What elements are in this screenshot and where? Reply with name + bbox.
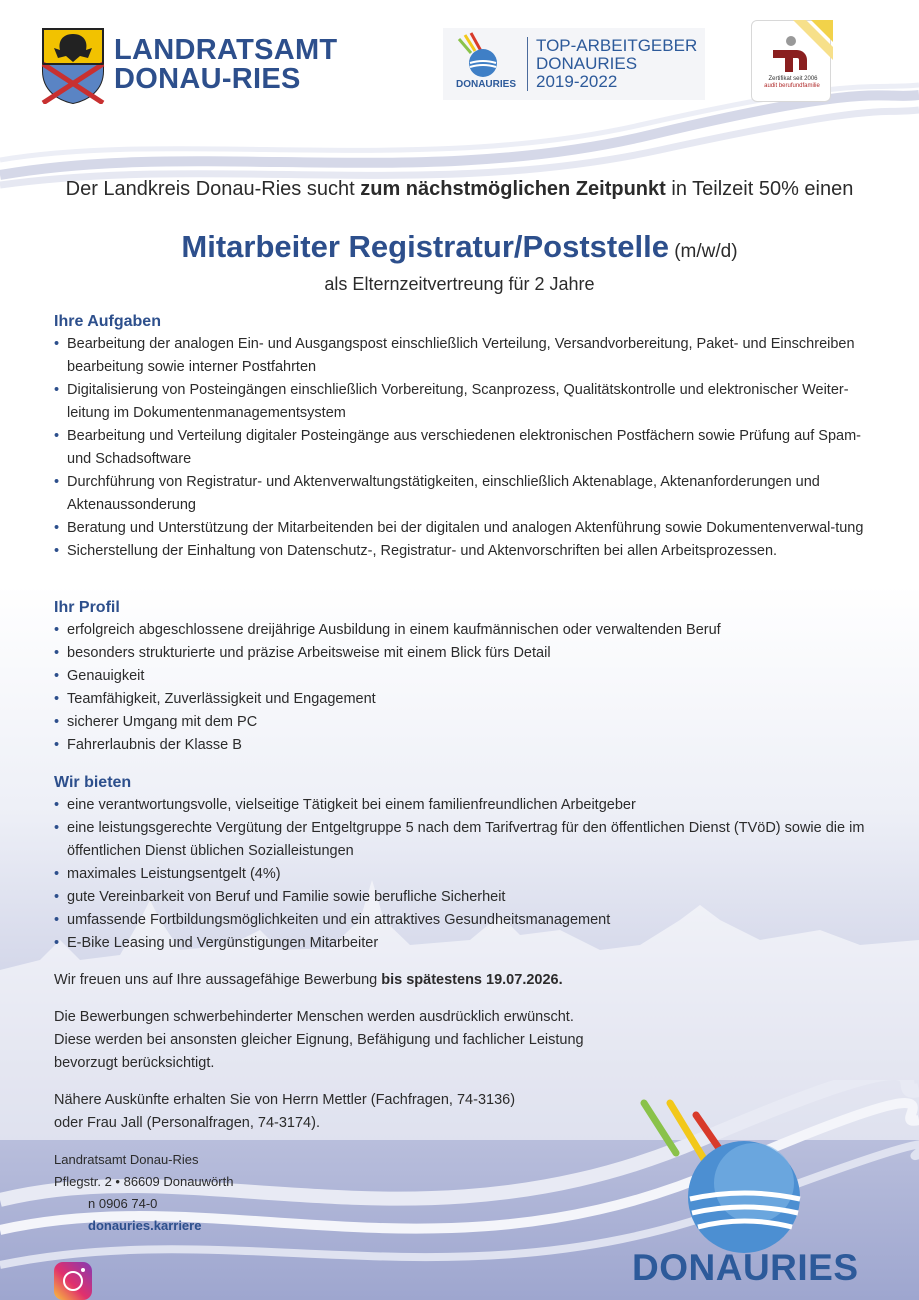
contact-social[interactable]: donauries.karriere — [88, 1218, 202, 1233]
contact-phone: n 0906 74-0 — [88, 1196, 158, 1211]
intro-bold: zum nächstmöglichen Zeitpunkt — [360, 178, 666, 200]
profil-list — [54, 619, 869, 757]
contact-org: Landratsamt Donau-Ries — [54, 1152, 199, 1167]
auskunft-line1: Nähere Auskünfte erhalten Sie von Herrn Mettler (Fachfragen, 74-3136) — [54, 1092, 516, 1108]
intro-suffix: in Teilzeit 50% einen — [665, 178, 854, 200]
contact-address: Pflegstr. 2 • 86609 Donauwörth — [54, 1174, 234, 1189]
job-title-suffix: (m/w/d) — [668, 241, 738, 262]
list-item: • Fahrerlaubnis der Klasse B — [54, 734, 869, 757]
list-item: • umfassende Fortbildungsmöglichkeiten und ein attraktives Gesundheitsmanagement — [54, 909, 869, 932]
top-arbeitgeber-line3: 2019-2022 — [536, 72, 618, 91]
top-arbeitgeber-brand: DONAURIES — [455, 79, 516, 90]
donauries-wordmark: DONAURIES — [632, 1247, 859, 1288]
bewerbung-prefix: Wir freuen uns auf Ihre aussagefähige Bewerbung — [54, 972, 382, 988]
lra-logo-line1: LANDRATSAMT — [114, 34, 338, 66]
audit-line2: audit berufundfamilie — [764, 83, 820, 89]
list-item: • sicherer Umgang mit dem PC — [54, 711, 869, 734]
list-item: • gute Vereinbarkeit von Beruf und Familie sowie berufliche Sicherheit — [54, 886, 869, 909]
instagram-icon[interactable] — [54, 1262, 92, 1300]
list-item: • erfolgreich abgeschlossene dreijährige Ausbildung in einem kaufmännischen oder verwaltenden Beruf — [54, 619, 869, 642]
list-item: • Teamfähigkeit, Zuverlässigkeit und Engagement — [54, 688, 869, 711]
intro-prefix: Der Landkreis Donau-Ries sucht — [65, 178, 361, 200]
list-item: • eine leistungsgerechte Vergütung der Entgeltgruppe 5 nach dem Tarifvertrag für den öffentlichen Dienst (TVöD) sowie die im öffentlichen Dienst üblichen Sozialleistungen — [54, 817, 869, 863]
lra-logo-line2: DONAU-RIES — [114, 63, 301, 95]
job-title — [0, 229, 919, 265]
list-item: • Genauigkeit — [54, 665, 869, 688]
landratsamt-logo — [40, 26, 340, 104]
intro-line — [0, 178, 919, 201]
list-item: • Bearbeitung der analogen Ein- und Ausgangspost einschließlich Verteilung, Versandvorbereitung, Paket- und Einschreiben bearbeitung sowie interner Postfahrten — [54, 333, 869, 379]
top-arbeitgeber-line1: TOP-ARBEITGEBER — [536, 36, 698, 55]
aufgaben-heading: Ihre Aufgaben — [54, 313, 161, 330]
audit-berufundfamilie-badge — [751, 20, 833, 102]
top-arbeitgeber-badge — [443, 28, 705, 100]
job-title-main: Mitarbeiter Registratur/Poststelle — [181, 229, 669, 264]
list-item: • maximales Leistungsentgelt (4%) — [54, 863, 869, 886]
audit-logo-icon — [751, 20, 833, 102]
list-item: • Durchführung von Registratur- und Aktenverwaltungstätigkeiten, einschließlich Aktenablage, Aktenanforderungen und Aktenaussonderung — [54, 471, 869, 517]
schwerbehindert-line2: Diese werden bei ansonsten gleicher Eignung, Befähigung und fachlicher Leistung — [54, 1032, 584, 1048]
badge-divider — [527, 37, 528, 91]
list-item: • E-Bike Leasing und Vergünstigungen Mitarbeiter — [54, 932, 869, 955]
aufgaben-list — [54, 333, 869, 563]
top-arbeitgeber-line2: DONAURIES — [536, 54, 638, 73]
bewerbung-date: bis spätestens 19.07.2026. — [381, 972, 563, 988]
bieten-heading: Wir bieten — [54, 774, 132, 791]
schwerbehindert-line1: Die Bewerbungen schwerbehinderter Menschen werden ausdrücklich erwünscht. — [54, 1009, 574, 1025]
auskunft-line2: oder Frau Jall (Personalfragen, 74-3174). — [54, 1115, 320, 1131]
donauries-big-emblem-icon — [632, 1095, 852, 1255]
bewerbung-deadline — [54, 969, 869, 992]
list-item: • eine verantwortungsvolle, vielseitige Tätigkeit bei einem familienfreundlichen Arbeitgeber — [54, 794, 869, 817]
list-item: • Sicherstellung der Einhaltung von Datenschutz-, Registratur- und Aktenvorschriften bei allen Arbeitsprozessen. — [54, 540, 869, 563]
list-item: • Bearbeitung und Verteilung digitaler Posteingänge aus verschiedenen elektronischen Postfächern sowie Prüfung auf Spam- und Schadsoftware — [54, 425, 869, 471]
list-item: • Beratung und Unterstützung der Mitarbeitenden bei der digitalen und analogen Aktenführung sowie Dokumentenverwal-tung — [54, 517, 869, 540]
donauries-footer-logo — [632, 1095, 859, 1295]
coat-of-arms-icon — [40, 26, 106, 104]
schwerbehindert-note — [54, 1006, 869, 1075]
list-item: • besonders strukturierte und präzise Arbeitsweise mit einem Blick fürs Detail — [54, 642, 869, 665]
profil-heading: Ihr Profil — [54, 599, 120, 616]
bieten-list — [54, 794, 869, 955]
list-item: • Digitalisierung von Posteingängen einschließlich Vorbereitung, Scanprozess, Qualitätskontrolle und elektronischer Weiter-leitung im Dokumentenmanagementsystem — [54, 379, 869, 425]
schwerbehindert-line3: bevorzugt berücksichtigt. — [54, 1055, 215, 1071]
audit-line1: Zertifikat seit 2006 — [768, 76, 818, 82]
job-subtitle: als Elternzeitvertreung für 2 Jahre — [324, 274, 595, 294]
